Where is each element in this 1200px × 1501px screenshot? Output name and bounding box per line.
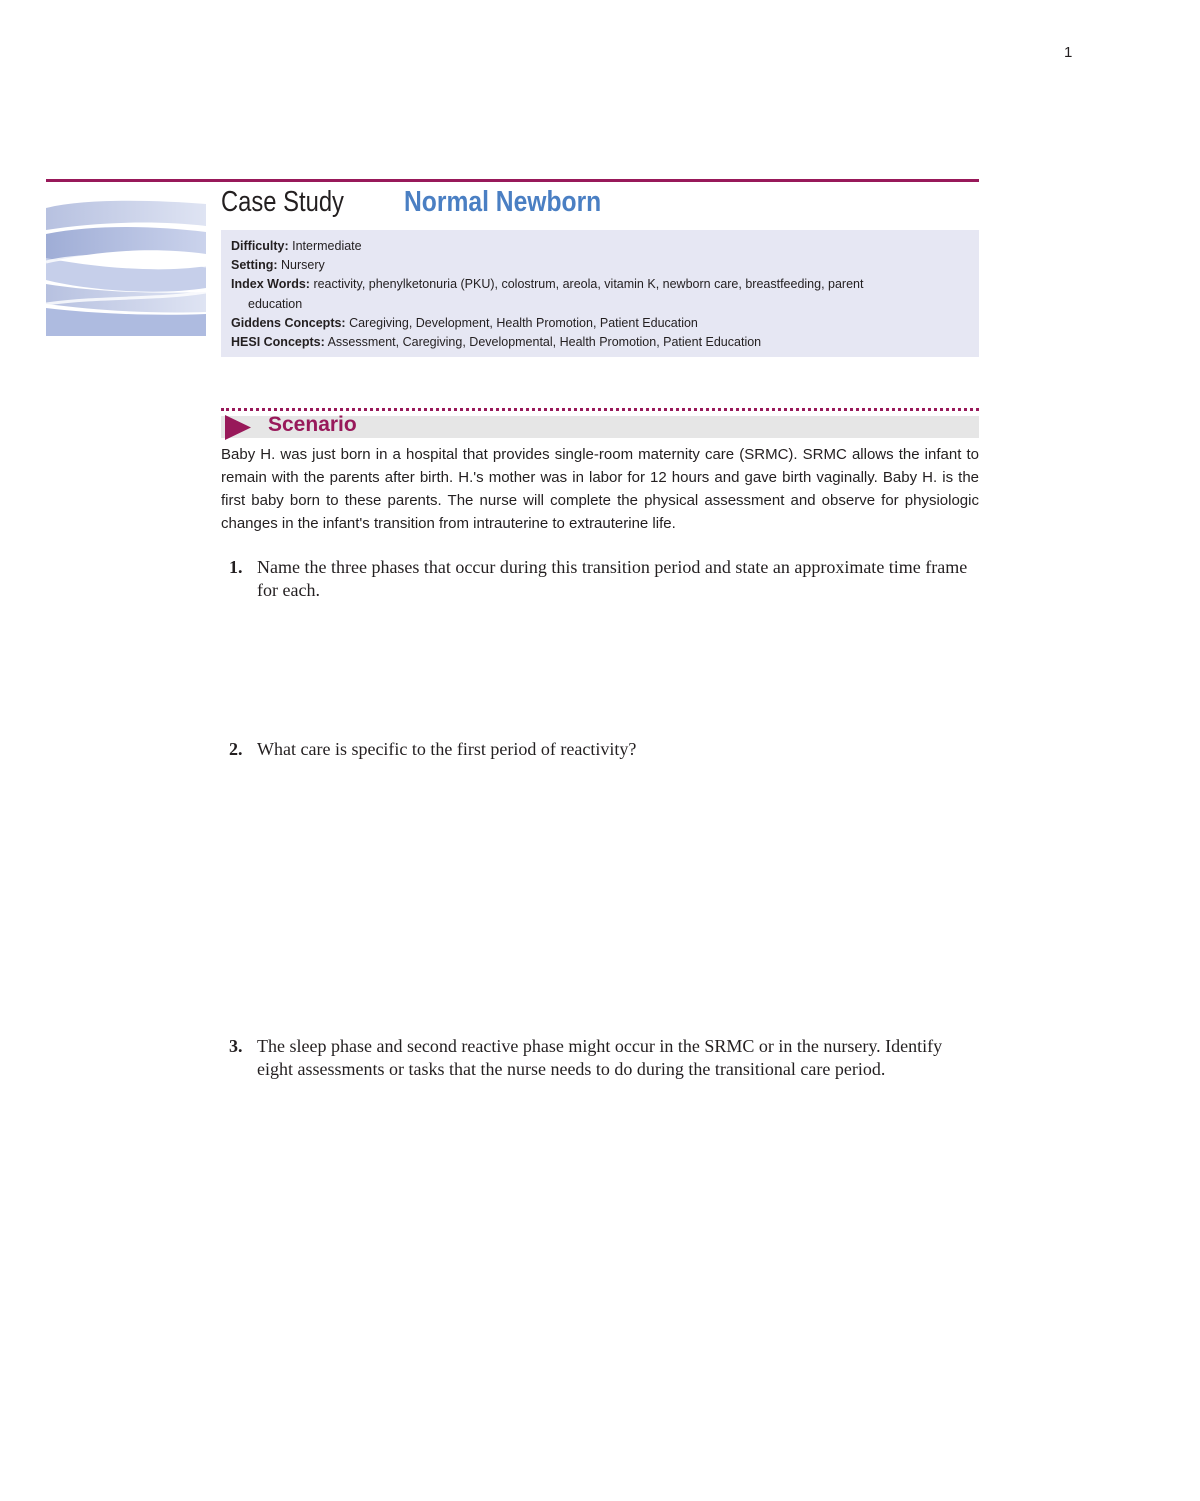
case-details-box (221, 230, 979, 357)
question-number: 1. (229, 557, 243, 577)
index-words-label: Index Words: (231, 277, 310, 292)
question-text: Name the three phases that occur during this transition period and state an approximate time frame for each. (257, 557, 968, 600)
giddens-concepts-line (231, 314, 967, 333)
difficulty-value: Intermediate (292, 239, 362, 253)
question-number: 2. (229, 739, 243, 759)
index-words-value: reactivity, phenylketonuria (PKU), colostrum, areola, vitamin K, newborn care, breastfeeding, parent (313, 277, 864, 292)
question-text: What care is specific to the first period of reactivity? (257, 739, 637, 759)
question-2 (229, 738, 969, 761)
question-3 (229, 1035, 969, 1081)
scenario-dotted-rule (221, 408, 979, 411)
index-words-value-continued: education (248, 296, 303, 311)
question-text: The sleep phase and second reactive phase might occur in the SRMC or in the nursery. Identify eight assessments or tasks that the nurse needs to do during the transitional care period. (257, 1036, 943, 1079)
question-number: 3. (229, 1036, 243, 1056)
setting-label: Setting: (231, 258, 278, 273)
question-1 (229, 556, 969, 602)
setting-line (231, 256, 967, 275)
scenario-paragraph: Baby H. was just born in a hospital that provides single-room maternity care (SRMC). SRMC allows the infant to remain with the parents after birth. H.'s mother was in labor for 12 hours and gave birth vaginally. Baby H. is the first baby born to these parents. The nurse will complete the physical assessment and observe for physiologic changes in the infant's transition from intrauterine to extrauterine life. (221, 446, 979, 532)
difficulty-line (231, 237, 967, 256)
page-number: 1 (1064, 44, 1073, 61)
scenario-heading: Scenario (268, 413, 357, 436)
decorative-wave-graphic (46, 196, 206, 336)
play-arrow-icon (223, 414, 253, 441)
index-words-continuation (231, 295, 967, 314)
header-rule (46, 179, 979, 182)
setting-value: Nursery (281, 258, 325, 273)
case-title: Normal Newborn (404, 186, 602, 218)
giddens-concepts-label: Giddens Concepts: (231, 315, 346, 330)
index-words-line (231, 275, 967, 294)
hesi-concepts-label: HESI Concepts: (231, 335, 325, 350)
hesi-concepts-value: Assessment, Caregiving, Developmental, Health Promotion, Patient Education (327, 335, 762, 350)
case-study-label: Case Study (221, 186, 344, 218)
hesi-concepts-line (231, 333, 967, 352)
giddens-concepts-value: Caregiving, Development, Health Promotion, Patient Education (349, 315, 698, 330)
difficulty-label: Difficulty: (231, 239, 289, 253)
